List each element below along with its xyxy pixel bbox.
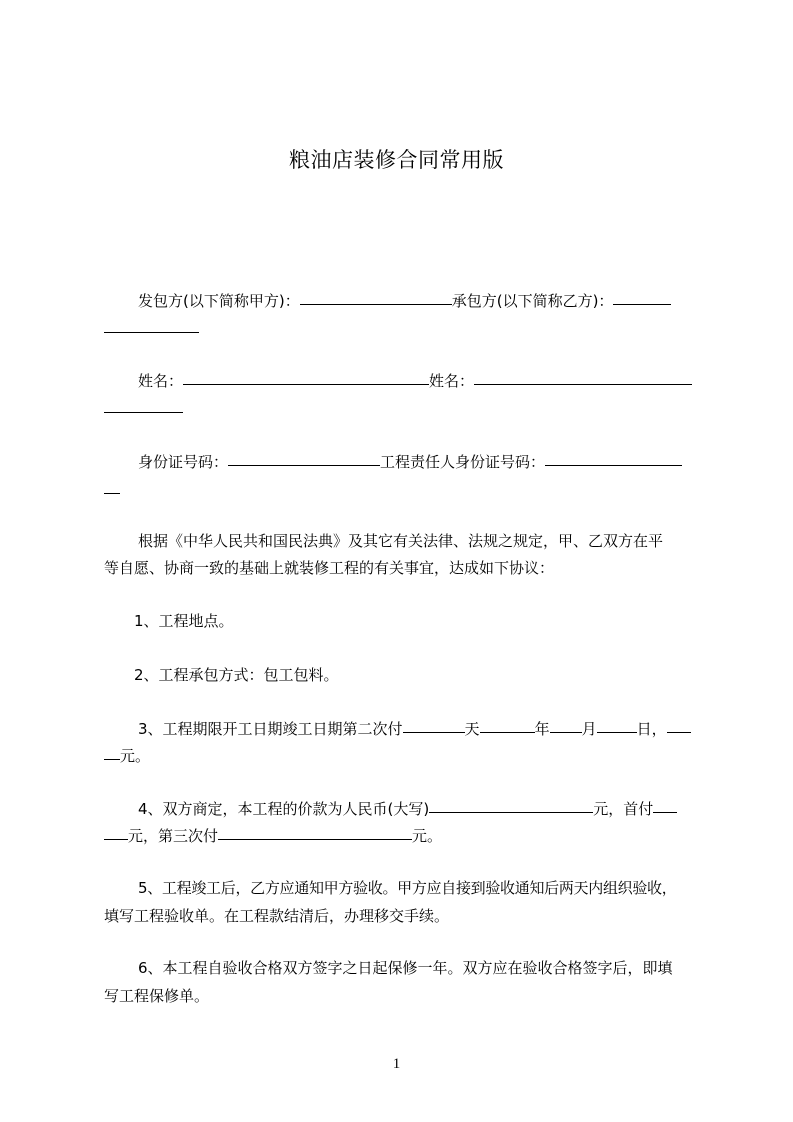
date-label: 日， (636, 720, 667, 738)
clause-5-line-2: 填写工程验收单。在工程款结清后，办理移交手续。 (104, 907, 450, 925)
name-label-a: 姓名： (138, 372, 184, 390)
name-b-blank-cont[interactable] (104, 411, 183, 413)
party-line-continued (104, 318, 704, 340)
clause-3-text: 3、工程期限开工日期竣工日期第二次付 (138, 720, 403, 738)
party-b-label: 承包方(以下简称乙方)： (451, 292, 614, 310)
blank[interactable] (597, 731, 637, 733)
name-line (104, 370, 738, 392)
document-title: 粮油店装修合同常用版 (289, 148, 504, 172)
third-payment-blank[interactable] (218, 838, 412, 840)
year-label: 年 (534, 720, 550, 738)
id-blank[interactable] (228, 464, 380, 466)
blank[interactable] (550, 731, 582, 733)
intro-line-1: 根据《中华人民共和国民法典》及其它有关法律、法规之规定，甲、乙双方在平 (138, 532, 664, 550)
first-payment-blank-cont[interactable] (104, 838, 128, 840)
day-label: 天 (464, 720, 480, 738)
blank[interactable] (104, 758, 120, 760)
party-a-blank[interactable] (300, 303, 452, 305)
supervisor-id-label: 工程责任人身份证号码： (380, 453, 546, 471)
id-line-continued (104, 479, 704, 501)
clause-6-line-1: 6、本工程自验收合格双方签字之日起保修一年。双方应在验收合格签字后，即填 (138, 959, 673, 977)
name-label-b: 姓名： (429, 372, 475, 390)
clause-4-text: 4、双方商定，本工程的价款为人民币(大写) (138, 800, 430, 818)
supervisor-id-blank-cont[interactable] (104, 492, 120, 494)
first-payment-blank[interactable] (653, 811, 677, 813)
blank[interactable] (403, 731, 465, 733)
clause-3-line-1 (104, 718, 738, 740)
third-payment-label: 元，第三次付 (128, 827, 219, 845)
party-b-blank-cont[interactable] (104, 331, 199, 333)
party-a-label: 发包方(以下简称甲方)： (138, 292, 300, 310)
id-label: 身份证号码： (138, 453, 229, 471)
supervisor-id-blank[interactable] (545, 464, 682, 466)
page-number: 1 (392, 1056, 401, 1072)
clause-2: 2、工程承包方式：包工包料。 (134, 666, 339, 684)
name-line-continued (104, 398, 704, 420)
blank[interactable] (667, 731, 691, 733)
clause-3-line-2 (104, 745, 704, 767)
first-payment-label: 元，首付 (593, 800, 654, 818)
clause-5-line-1: 5、工程竣工后，乙方应通知甲方验收。甲方应自接到验收通知后两天内组织验收， (138, 879, 677, 897)
party-b-blank[interactable] (613, 303, 671, 305)
clause-4-line-1 (104, 798, 738, 820)
name-b-blank[interactable] (474, 383, 692, 385)
price-blank[interactable] (429, 811, 593, 813)
blank[interactable] (480, 731, 535, 733)
yuan-label: 元。 (120, 747, 151, 765)
name-a-blank[interactable] (183, 383, 429, 385)
clause-1: 1、工程地点。 (134, 612, 234, 630)
party-line (104, 290, 738, 312)
id-line (104, 451, 738, 473)
clause-4-line-2 (104, 825, 704, 847)
month-label: 月 (581, 720, 597, 738)
intro-line-2: 等自愿、协商一致的基础上就装修工程的有关事宜，达成如下协议： (104, 559, 555, 577)
clause-6-line-2: 写工程保修单。 (104, 987, 210, 1005)
yuan-end-label: 元。 (412, 827, 443, 845)
